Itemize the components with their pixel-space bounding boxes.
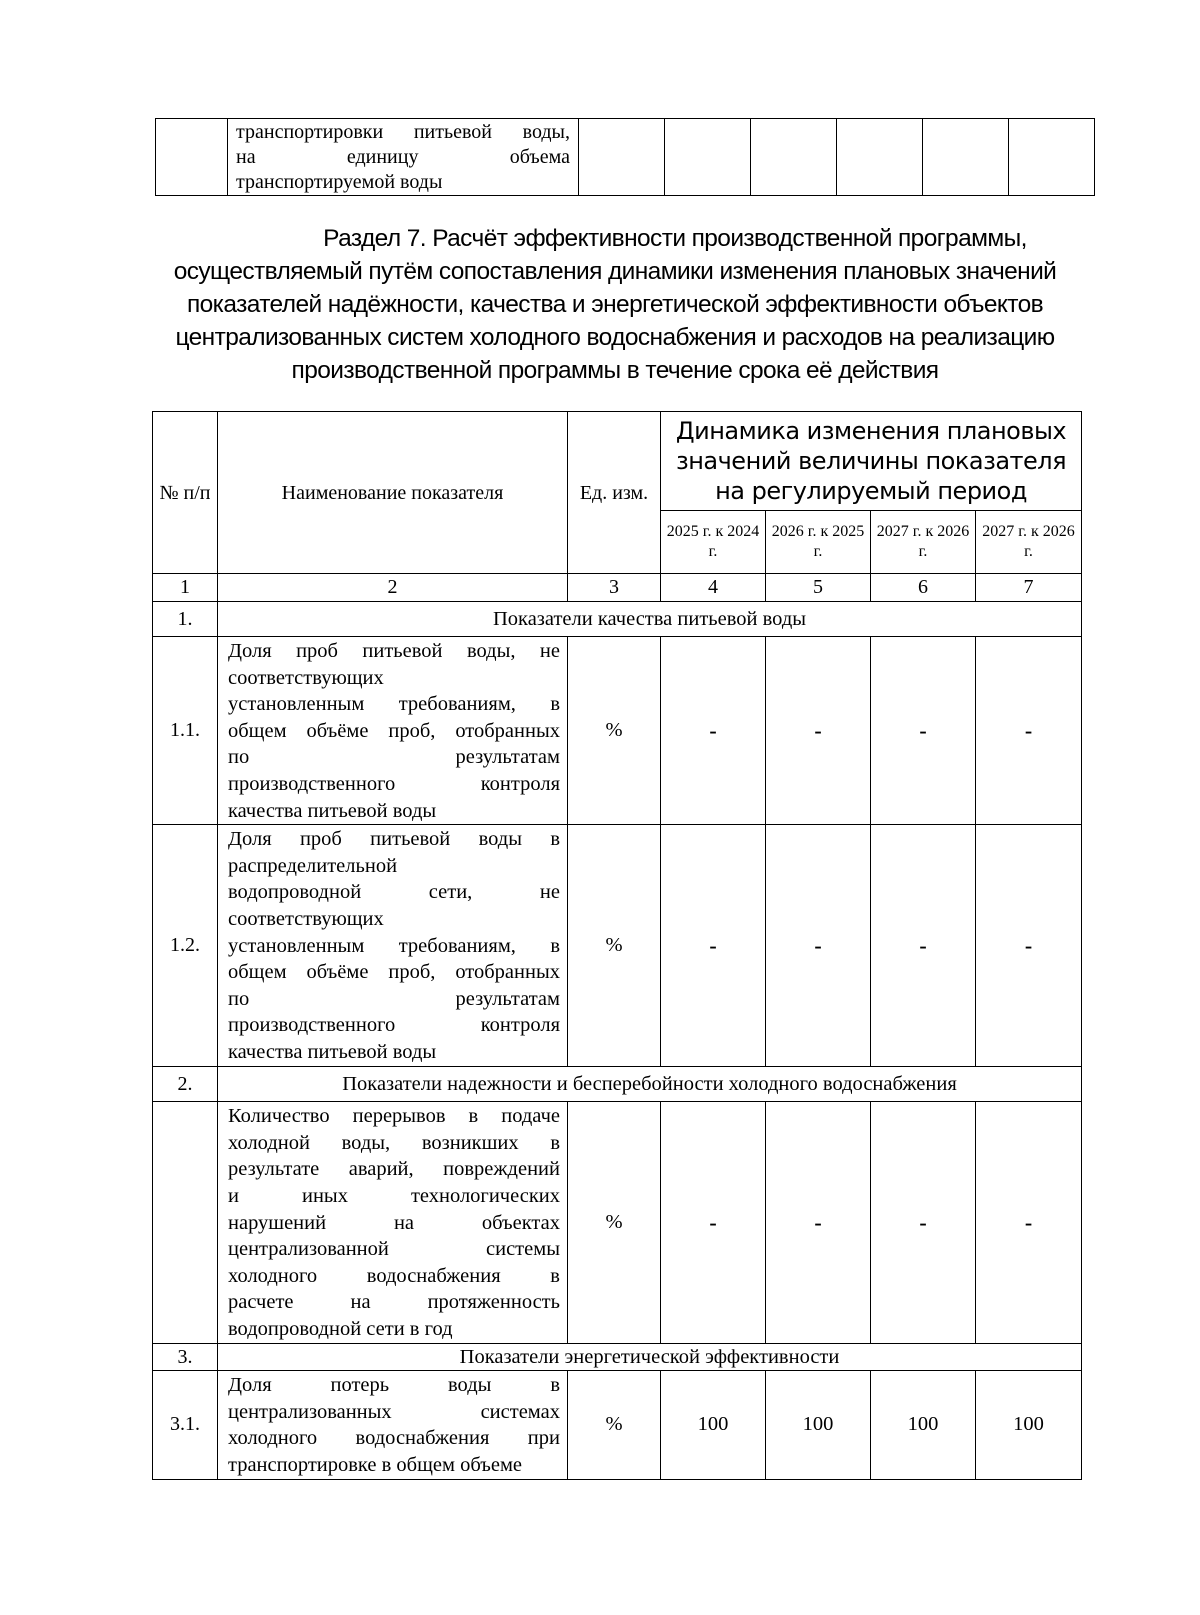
col-number: 7 bbox=[976, 574, 1082, 602]
header-year: 2027 г. к 2026 г. bbox=[976, 511, 1082, 574]
col-number: 2 bbox=[218, 574, 568, 602]
row-name-line: общем объёме проб, отобранных bbox=[228, 719, 560, 742]
table-row bbox=[153, 637, 1082, 825]
efficiency-table bbox=[152, 411, 1082, 1480]
header-unit: Ед. изм. bbox=[568, 412, 661, 574]
row-name-line: результате аварий, повреждений bbox=[228, 1158, 560, 1181]
column-numbers-row bbox=[153, 574, 1082, 602]
row-name-line: качества питьевой воды bbox=[228, 1040, 437, 1063]
fragment-name-line: на единицу объема bbox=[236, 145, 570, 168]
row-name-line: Доля проб питьевой воды, не bbox=[228, 640, 560, 662]
row-name-line: соответствующих bbox=[228, 907, 384, 930]
row-name-line: холодного водоснабжения при bbox=[228, 1427, 560, 1450]
row-name-line: холодного водоснабжения в bbox=[228, 1264, 560, 1287]
col-number: 1 bbox=[153, 574, 218, 602]
section-row bbox=[153, 1344, 1082, 1371]
table-row bbox=[153, 1371, 1082, 1479]
row-name-line: общем объёме проб, отобранных bbox=[228, 961, 560, 984]
section-row bbox=[153, 602, 1082, 637]
row-name-line: централизованных системах bbox=[228, 1400, 560, 1423]
row-value: - bbox=[661, 1102, 766, 1344]
row-name-line: качества питьевой воды bbox=[228, 799, 437, 822]
header-name: Наименование показателя bbox=[218, 412, 568, 574]
row-name-line: по результатам bbox=[228, 746, 560, 769]
header-year: 2026 г. к 2025 г. bbox=[766, 511, 871, 574]
table-row bbox=[153, 1102, 1082, 1344]
row-name-line: Доля проб питьевой воды в bbox=[228, 828, 560, 851]
row-name-line: установленным требованиям, в bbox=[228, 934, 560, 957]
heading-line: осуществляемый путём сопоставления динамики изменения плановых значений bbox=[173, 258, 1057, 285]
row-name-line: транспортировке в общем объеме bbox=[228, 1453, 523, 1476]
row-name-line: и иных технологических bbox=[228, 1184, 560, 1207]
heading-line: показателей надёжности, качества и энергетической эффективности объектов bbox=[186, 291, 1044, 318]
row-num: 1.2. bbox=[153, 825, 218, 1067]
row-value: - bbox=[766, 1102, 871, 1344]
header-year: 2027 г. к 2026 г. bbox=[871, 511, 976, 574]
row-unit: % bbox=[568, 1102, 661, 1344]
section-num: 1. bbox=[153, 602, 218, 637]
row-num: 1.1. bbox=[153, 637, 218, 825]
row-name-line: холодной воды, возникших в bbox=[228, 1131, 560, 1154]
row-value: - bbox=[766, 637, 871, 825]
row-name-line: установленным требованиям, в bbox=[228, 693, 560, 716]
col-number: 3 bbox=[568, 574, 661, 602]
section-title: Показатели энергетической эффективности bbox=[218, 1344, 1082, 1371]
row-name-line: нарушений на объектах bbox=[228, 1211, 560, 1234]
row-name bbox=[218, 1371, 568, 1479]
row-value: 100 bbox=[661, 1371, 766, 1479]
row-unit: % bbox=[568, 825, 661, 1067]
col-number: 4 bbox=[661, 574, 766, 602]
header-num: № п/п bbox=[153, 412, 218, 574]
row-name-line: водопроводной сети в год bbox=[228, 1317, 453, 1340]
fragment-empty-cell bbox=[579, 119, 665, 196]
row-value: - bbox=[976, 825, 1082, 1067]
section-title: Показатели надежности и бесперебойности холодного водоснабжения bbox=[218, 1067, 1082, 1102]
header-row bbox=[153, 412, 1082, 511]
fragment-empty-cell bbox=[751, 119, 837, 196]
row-name-line: производственного контроля bbox=[228, 1014, 560, 1037]
row-name bbox=[218, 825, 568, 1067]
heading-line: производственной программы в течение срока её действия bbox=[291, 357, 939, 384]
fragment-empty-cell bbox=[837, 119, 923, 196]
row-name-line: соответствующих bbox=[228, 666, 384, 689]
row-name bbox=[218, 637, 568, 825]
row-value: 100 bbox=[976, 1371, 1082, 1479]
col-number: 6 bbox=[871, 574, 976, 602]
row-value: - bbox=[871, 637, 976, 825]
row-name-line: Доля потерь воды в bbox=[228, 1374, 560, 1397]
row-name-line: Количество перерывов в подаче bbox=[228, 1105, 560, 1128]
section-num: 3. bbox=[153, 1344, 218, 1371]
section-row bbox=[153, 1067, 1082, 1102]
fragment-empty-cell bbox=[665, 119, 751, 196]
row-value: - bbox=[871, 1102, 976, 1344]
fragment-name-line: транспортировки питьевой воды, bbox=[236, 120, 570, 143]
section-heading bbox=[150, 222, 1080, 387]
header-year: 2025 г. к 2024 г. bbox=[661, 511, 766, 574]
row-name-line: распределительной bbox=[228, 854, 398, 877]
row-name-line: по результатам bbox=[228, 987, 560, 1010]
row-name-line: централизованной системы bbox=[228, 1238, 560, 1261]
row-num: 3.1. bbox=[153, 1371, 218, 1479]
row-value: - bbox=[976, 637, 1082, 825]
heading-line: централизованных систем холодного водоснабжения и расходов на реализацию bbox=[175, 324, 1055, 351]
row-value: - bbox=[976, 1102, 1082, 1344]
section-title: Показатели качества питьевой воды bbox=[218, 602, 1082, 637]
row-name-line: водопроводной сети, не bbox=[228, 881, 560, 904]
row-name-line: расчете на протяженность bbox=[228, 1291, 560, 1314]
row-value: 100 bbox=[766, 1371, 871, 1479]
row-name-line: производственного контроля bbox=[228, 772, 560, 795]
col-number: 5 bbox=[766, 574, 871, 602]
row-value: - bbox=[766, 825, 871, 1067]
row-value: 100 bbox=[871, 1371, 976, 1479]
row-value: - bbox=[661, 825, 766, 1067]
table-row bbox=[153, 825, 1082, 1067]
header-dynamics: Динамика изменения плановых значений величины показателя на регулируемый период bbox=[661, 412, 1082, 511]
row-unit: % bbox=[568, 637, 661, 825]
fragment-name-cell bbox=[228, 119, 579, 196]
row-name bbox=[218, 1102, 568, 1344]
previous-table-fragment bbox=[155, 118, 1095, 196]
row-num bbox=[153, 1102, 218, 1344]
row-unit: % bbox=[568, 1371, 661, 1479]
section-num: 2. bbox=[153, 1067, 218, 1102]
row-value: - bbox=[661, 637, 766, 825]
fragment-row bbox=[156, 119, 1095, 196]
fragment-name-line: транспортируемой воды bbox=[236, 170, 443, 193]
fragment-empty-cell bbox=[923, 119, 1009, 196]
fragment-num-cell bbox=[156, 119, 228, 196]
heading-line: Раздел 7. Расчёт эффективности производственной программы, bbox=[323, 225, 1027, 252]
fragment-empty-cell bbox=[1009, 119, 1095, 196]
row-value: - bbox=[871, 825, 976, 1067]
